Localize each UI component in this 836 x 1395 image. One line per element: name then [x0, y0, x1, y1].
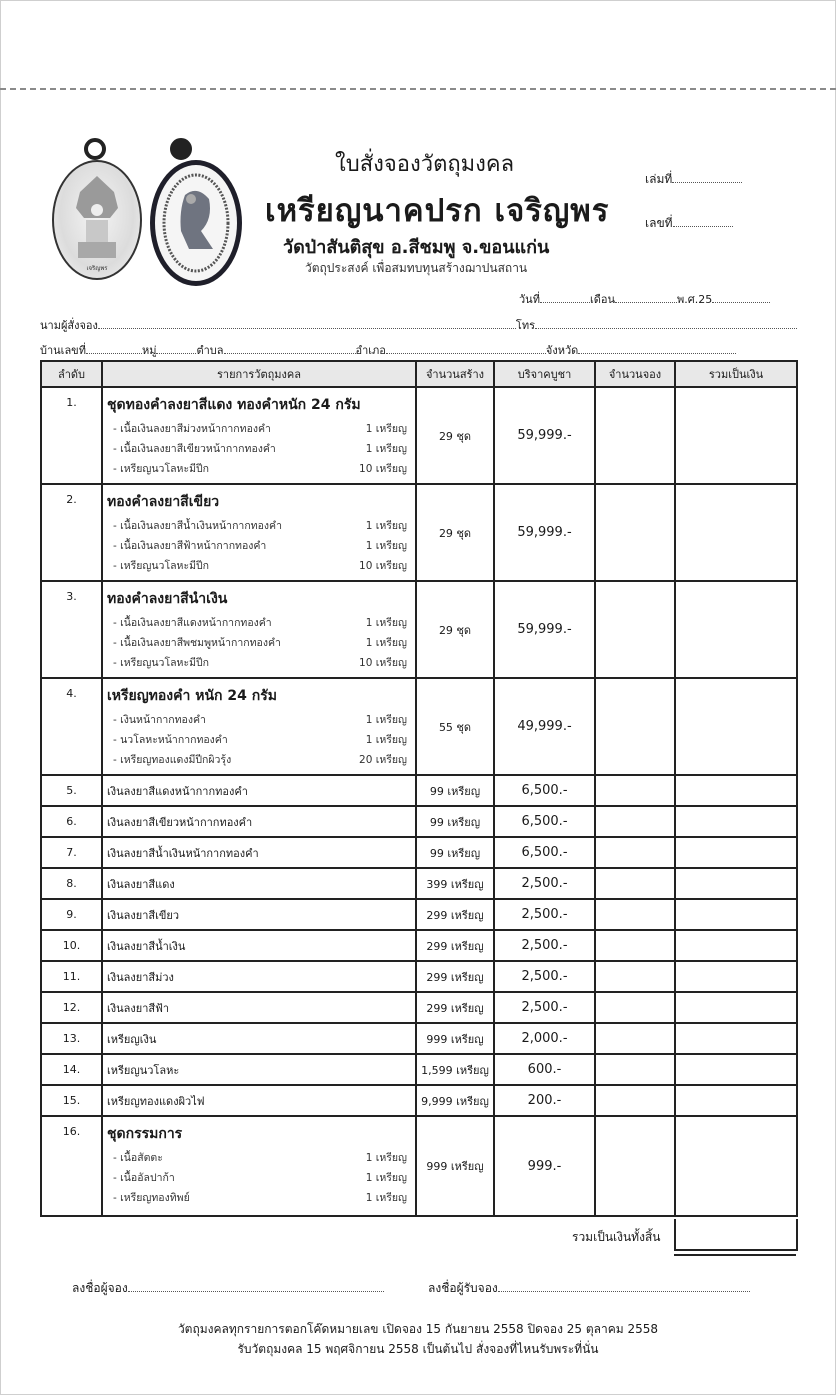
item-description: เงินลงยาสีเขียวหน้ากากทองคำ	[102, 806, 416, 837]
item-set-title: ชุดทองคำลงยาสีแดง ทองคำหนัก 24 กรัม	[107, 397, 361, 413]
donation-price: 2,500.-	[494, 868, 595, 899]
item-description: เงินลงยาสีเขียว	[102, 899, 416, 930]
item-description: เงินลงยาสีน้ำเงิน	[102, 930, 416, 961]
component-qty: 1 เหรียญ	[365, 734, 407, 746]
row-total-input[interactable]	[675, 678, 797, 775]
book-number-input[interactable]	[672, 170, 742, 183]
component-qty: 1 เหรียญ	[365, 423, 407, 435]
receiver-signature	[428, 1279, 750, 1298]
made-quantity: 29 ชุด	[416, 581, 494, 678]
item-description: เงินลงยาสีน้ำเงินหน้ากากทองคำ	[102, 837, 416, 868]
date-input[interactable]	[540, 290, 590, 303]
book-number-field[interactable]	[645, 170, 742, 189]
item-description	[102, 484, 416, 581]
receiver-signature-input[interactable]	[498, 1279, 750, 1292]
item-description	[102, 1116, 416, 1216]
donation-price: 2,500.-	[494, 930, 595, 961]
component-qty: 10 เหรียญ	[359, 463, 407, 475]
row-number: 7.	[41, 837, 102, 868]
row-total-input[interactable]	[675, 1054, 797, 1085]
table-row	[41, 961, 797, 992]
row-number: 5.	[41, 775, 102, 806]
row-total-input[interactable]	[675, 1085, 797, 1116]
reserve-quantity-input[interactable]	[595, 992, 675, 1023]
col-header-price: บริจาคบูชา	[494, 361, 595, 387]
year-input[interactable]	[712, 290, 770, 303]
component-qty: 10 เหรียญ	[359, 560, 407, 572]
row-number: 12.	[41, 992, 102, 1023]
set-component	[107, 419, 407, 439]
made-quantity: 29 ชุด	[416, 387, 494, 484]
table-row	[41, 992, 797, 1023]
purpose-text: วัตถุประสงค์ เพื่อสมทบทุนสร้างฌาปนสถาน	[305, 261, 528, 275]
component-name: - เนื้อเงินลงยาสีเขียวหน้ากากทองคำ	[113, 443, 276, 455]
component-name: - เหรียญนวโลหะมีปีก	[113, 463, 210, 475]
orderer-signature-input[interactable]	[128, 1279, 384, 1292]
donation-price: 999.-	[494, 1116, 595, 1216]
donation-price: 200.-	[494, 1085, 595, 1116]
row-number: 13.	[41, 1023, 102, 1054]
temple-name: วัดป่าสันติสุข อ.สีชมพู จ.ขอนแก่น	[283, 237, 550, 258]
table-row	[41, 837, 797, 868]
date-row	[519, 290, 770, 308]
row-total-input[interactable]	[675, 581, 797, 678]
row-total-input[interactable]	[675, 930, 797, 961]
reserve-quantity-input[interactable]	[595, 678, 675, 775]
set-component	[107, 556, 407, 576]
table-row	[41, 868, 797, 899]
item-description: เหรียญทองแดงผิวไฟ	[102, 1085, 416, 1116]
component-qty: 10 เหรียญ	[359, 657, 407, 669]
moo-input[interactable]	[156, 341, 196, 354]
donation-price: 59,999.-	[494, 581, 595, 678]
col-header-no: ลำดับ	[41, 361, 102, 387]
orderer-signature	[72, 1279, 384, 1298]
donation-price: 6,500.-	[494, 806, 595, 837]
component-qty: 20 เหรียญ	[359, 754, 407, 766]
made-quantity: 399 เหรียญ	[416, 868, 494, 899]
component-name: - เนื้อเงินลงยาสีพชมพูหน้ากากทองคำ	[113, 637, 281, 649]
made-quantity: 9,999 เหรียญ	[416, 1085, 494, 1116]
row-total-input[interactable]	[675, 837, 797, 868]
set-component	[107, 439, 407, 459]
item-description: เงินลงยาสีฟ้า	[102, 992, 416, 1023]
set-component	[107, 1168, 407, 1188]
component-name: - เงินหน้ากากทองคำ	[113, 714, 206, 726]
reserve-quantity-input[interactable]	[595, 387, 675, 484]
reserve-quantity-input[interactable]	[595, 1085, 675, 1116]
cut-line	[0, 88, 836, 90]
item-description: เหรียญนวโลหะ	[102, 1054, 416, 1085]
col-header-reserve-qty: จำนวนจอง	[595, 361, 675, 387]
component-name: - เหรียญทองทิพย์	[113, 1192, 190, 1204]
component-name: - เนื้อสัตตะ	[113, 1152, 163, 1164]
row-number: 15.	[41, 1085, 102, 1116]
made-quantity: 99 เหรียญ	[416, 837, 494, 868]
made-quantity: 299 เหรียญ	[416, 961, 494, 992]
component-qty: 1 เหรียญ	[365, 1192, 407, 1204]
house-number-input[interactable]	[86, 341, 142, 354]
component-qty: 1 เหรียญ	[365, 443, 407, 455]
table-row	[41, 1023, 797, 1054]
component-qty: 1 เหรียญ	[365, 1152, 407, 1164]
medal-loop	[170, 138, 192, 160]
component-name: - นวโลหะหน้ากากทองคำ	[113, 734, 228, 746]
items-table	[40, 360, 798, 1217]
set-component	[107, 1188, 407, 1208]
table-row	[41, 678, 797, 775]
address-row	[40, 341, 736, 359]
component-name: - เนื้อเงินลงยาสีม่วงหน้ากากทองคำ	[113, 423, 271, 435]
item-description: เงินลงยาสีแดงหน้ากากทองคำ	[102, 775, 416, 806]
footer-note-line1: วัตถุมงคลทุกรายการตอกโค๊ดหมายเลข เปิดจอง 15 กันยายน 2558 ปิดจอง 25 ตุลาคม 2558	[177, 1322, 659, 1336]
set-component	[107, 516, 407, 536]
serial-number-label: เลขที่	[645, 216, 673, 230]
reserve-quantity-input[interactable]	[595, 775, 675, 806]
col-header-total: รวมเป็นเงิน	[675, 361, 797, 387]
province-input[interactable]	[578, 341, 736, 354]
row-total-input[interactable]	[675, 961, 797, 992]
table-row	[41, 1054, 797, 1085]
month-label: เดือน	[589, 293, 615, 306]
serial-number-input[interactable]	[673, 214, 733, 227]
medal-name-heading: เหรียญนาคปรก เจริญพร	[265, 193, 610, 229]
row-number: 1.	[41, 387, 102, 484]
amphoe-label: อำเภอ	[355, 344, 386, 357]
made-quantity: 99 เหรียญ	[416, 775, 494, 806]
table-row	[41, 930, 797, 961]
row-total-input[interactable]	[675, 484, 797, 581]
row-number: 9.	[41, 899, 102, 930]
donation-price: 2,500.-	[494, 961, 595, 992]
form-title: ใบสั่งจองวัตถุมงคล	[335, 152, 515, 177]
donation-price: 2,500.-	[494, 899, 595, 930]
made-quantity: 299 เหรียญ	[416, 899, 494, 930]
row-total-input[interactable]	[675, 1023, 797, 1054]
donation-price: 59,999.-	[494, 387, 595, 484]
row-number: 6.	[41, 806, 102, 837]
set-component	[107, 653, 407, 673]
buddha-naga-medallion-icon	[52, 160, 142, 280]
row-number: 16.	[41, 1116, 102, 1216]
reserve-quantity-input[interactable]	[595, 806, 675, 837]
house-number-label: บ้านเลขที่	[40, 344, 86, 357]
amphoe-input[interactable]	[386, 341, 546, 354]
row-number: 3.	[41, 581, 102, 678]
row-number: 4.	[41, 678, 102, 775]
item-set-title: ทองคำลงยาสีเขียว	[107, 494, 220, 510]
table-row	[41, 775, 797, 806]
row-number: 2.	[41, 484, 102, 581]
reserve-quantity-input[interactable]	[595, 961, 675, 992]
made-quantity: 999 เหรียญ	[416, 1116, 494, 1216]
table-header-row	[41, 361, 797, 387]
set-component	[107, 613, 407, 633]
set-component	[107, 730, 407, 750]
orderer-signature-label: ลงชื่อผู้จอง	[72, 1281, 128, 1295]
component-qty: 1 เหรียญ	[365, 637, 407, 649]
set-component	[107, 1148, 407, 1168]
donation-price: 49,999.-	[494, 678, 595, 775]
donation-price: 2,500.-	[494, 992, 595, 1023]
row-total-input[interactable]	[675, 775, 797, 806]
tambon-label: ตำบล	[196, 344, 224, 357]
row-number: 8.	[41, 868, 102, 899]
row-total-input[interactable]	[675, 899, 797, 930]
made-quantity: 999 เหรียญ	[416, 1023, 494, 1054]
set-component	[107, 536, 407, 556]
orderer-label: นามผู้สั่งจอง	[40, 319, 98, 332]
book-number-label: เล่มที่	[645, 172, 673, 186]
item-set-title: เหรียญทองคำ หนัก 24 กรัม	[107, 688, 277, 704]
medal-loop	[84, 138, 106, 160]
component-qty: 1 เหรียญ	[365, 714, 407, 726]
item-description	[102, 387, 416, 484]
reserve-quantity-input[interactable]	[595, 868, 675, 899]
phone-label: โทร	[515, 319, 535, 332]
table-row	[41, 484, 797, 581]
col-header-item: รายการวัตถุมงคล	[102, 361, 416, 387]
component-qty: 1 เหรียญ	[365, 1172, 407, 1184]
row-number: 11.	[41, 961, 102, 992]
col-header-made: จำนวนสร้าง	[416, 361, 494, 387]
moo-label: หมู่	[141, 344, 157, 357]
component-qty: 1 เหรียญ	[365, 617, 407, 629]
component-name: - เนื้อเงินลงยาสีแดงหน้ากากทองคำ	[113, 617, 272, 629]
made-quantity: 29 ชุด	[416, 484, 494, 581]
reserve-quantity-input[interactable]	[595, 581, 675, 678]
component-name: - เนื้อเงินลงยาสีน้ำเงินหน้ากากทองคำ	[113, 520, 282, 532]
province-label: จังหวัด	[545, 344, 579, 357]
made-quantity: 1,599 เหรียญ	[416, 1054, 494, 1085]
row-total-input[interactable]	[675, 806, 797, 837]
donation-price: 6,500.-	[494, 775, 595, 806]
row-number: 14.	[41, 1054, 102, 1085]
component-name: - เหรียญนวโลหะมีปีก	[113, 657, 210, 669]
component-name: - เนื้อเงินลงยาสีฟ้าหน้ากากทองคำ	[113, 540, 267, 552]
grand-total-underline	[674, 1254, 796, 1256]
row-total-input[interactable]	[675, 868, 797, 899]
component-name: - เหรียญทองแดงมีปีกผิวรุ้ง	[113, 754, 232, 766]
table-row	[41, 581, 797, 678]
table-row	[41, 387, 797, 484]
set-component	[107, 750, 407, 770]
phone-input[interactable]	[535, 316, 797, 329]
date-label: วันที่	[519, 293, 540, 306]
made-quantity: 55 ชุด	[416, 678, 494, 775]
reserve-quantity-input[interactable]	[595, 899, 675, 930]
item-description: เงินลงยาสีแดง	[102, 868, 416, 899]
component-qty: 1 เหรียญ	[365, 540, 407, 552]
row-total-input[interactable]	[675, 1116, 797, 1216]
donation-price: 59,999.-	[494, 484, 595, 581]
reserve-quantity-input[interactable]	[595, 484, 675, 581]
row-number: 10.	[41, 930, 102, 961]
donation-price: 6,500.-	[494, 837, 595, 868]
grand-total-input[interactable]	[674, 1219, 798, 1251]
receiver-signature-label: ลงชื่อผู้รับจอง	[428, 1281, 498, 1295]
made-quantity: 299 เหรียญ	[416, 992, 494, 1023]
item-set-title: ทองคำลงยาสีนำเงิน	[107, 591, 228, 607]
footer-note-line2: รับวัตถุมงคล 15 พฤศจิกายน 2558 เป็นต้นไป สั่งจองที่ไหนรับพระที่นั่น	[237, 1342, 599, 1356]
item-description: เงินลงยาสีม่วง	[102, 961, 416, 992]
table-row	[41, 1116, 797, 1216]
donation-price: 600.-	[494, 1054, 595, 1085]
reserve-quantity-input[interactable]	[595, 1054, 675, 1085]
reserve-quantity-input[interactable]	[595, 930, 675, 961]
reserve-quantity-input[interactable]	[595, 1116, 675, 1216]
set-component	[107, 633, 407, 653]
tambon-input[interactable]	[224, 341, 356, 354]
serial-number-field[interactable]	[645, 214, 733, 233]
orderer-row	[40, 316, 797, 334]
table-row	[41, 1085, 797, 1116]
item-description: เหรียญเงิน	[102, 1023, 416, 1054]
deity-medallion-icon	[150, 160, 242, 286]
table-row	[41, 899, 797, 930]
item-description	[102, 581, 416, 678]
component-qty: 1 เหรียญ	[365, 520, 407, 532]
svg-text:เจริญพร: เจริญพร	[86, 265, 108, 272]
year-label: พ.ศ.25	[676, 293, 713, 306]
component-name: - เหรียญนวโลหะมีปีก	[113, 560, 210, 572]
donation-price: 2,000.-	[494, 1023, 595, 1054]
reserve-quantity-input[interactable]	[595, 1023, 675, 1054]
item-set-title: ชุดกรรมการ	[107, 1126, 183, 1142]
row-total-input[interactable]	[675, 992, 797, 1023]
set-component	[107, 710, 407, 730]
month-input[interactable]	[615, 290, 677, 303]
component-name: - เนื้ออัลปาก้า	[113, 1172, 175, 1184]
item-description	[102, 678, 416, 775]
set-component	[107, 459, 407, 479]
row-total-input[interactable]	[675, 387, 797, 484]
orderer-input[interactable]	[98, 316, 516, 329]
made-quantity: 99 เหรียญ	[416, 806, 494, 837]
table-row	[41, 806, 797, 837]
made-quantity: 299 เหรียญ	[416, 930, 494, 961]
reserve-quantity-input[interactable]	[595, 837, 675, 868]
grand-total-label: รวมเป็นเงินทั้งสิ้น	[572, 1230, 661, 1244]
